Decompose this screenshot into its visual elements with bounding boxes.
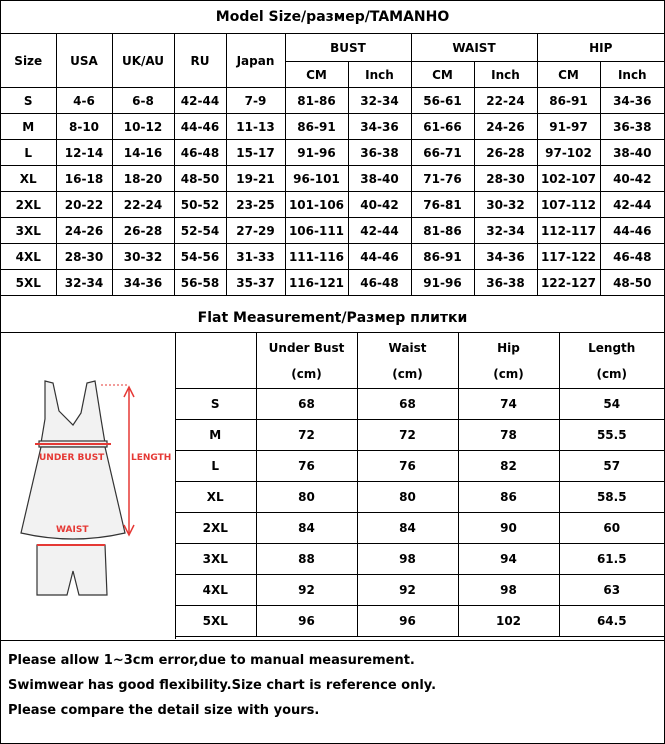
flat-header-label: Length xyxy=(588,340,636,355)
table-cell: 50-52 xyxy=(174,192,226,218)
table-cell: M xyxy=(1,114,56,140)
table-cell: 4XL xyxy=(1,244,56,270)
table-cell: 72 xyxy=(256,420,357,451)
table-cell: 44-46 xyxy=(348,244,411,270)
flat-header-label: Waist xyxy=(388,340,427,355)
table-cell: 34-36 xyxy=(348,114,411,140)
table-cell: 5XL xyxy=(1,270,56,296)
table-cell: 54-56 xyxy=(174,244,226,270)
note-compare: Please compare the detail size with yours. xyxy=(8,703,320,718)
length-label: LENGTH xyxy=(131,453,172,463)
table-row xyxy=(1,114,664,140)
table-cell: 42-44 xyxy=(600,192,664,218)
table-cell: 81-86 xyxy=(411,218,474,244)
table-cell: 112-117 xyxy=(537,218,600,244)
table-cell: S xyxy=(1,88,56,114)
flat-header-under-bust xyxy=(256,333,357,389)
table-cell: 36-38 xyxy=(600,114,664,140)
table-cell: 31-33 xyxy=(226,244,285,270)
table-cell: 56-58 xyxy=(174,270,226,296)
table-cell: 26-28 xyxy=(112,218,174,244)
table-cell: 74 xyxy=(458,389,559,420)
table-cell: L xyxy=(175,451,256,482)
table-cell: 26-28 xyxy=(474,140,537,166)
header-hip-cm: CM xyxy=(537,62,600,88)
table-cell: 48-50 xyxy=(174,166,226,192)
header-bust: BUST xyxy=(285,34,411,62)
table-cell: 76-81 xyxy=(411,192,474,218)
table-cell: XL xyxy=(1,166,56,192)
table-cell: 22-24 xyxy=(112,192,174,218)
flat-header-unit: (cm) xyxy=(596,366,628,381)
flat-header-label: Under Bust xyxy=(268,340,345,355)
table-row xyxy=(1,244,664,270)
table-cell: 30-32 xyxy=(112,244,174,270)
table-cell: 36-38 xyxy=(348,140,411,166)
swim-shorts-shape xyxy=(37,545,107,595)
header-waist-cm: CM xyxy=(411,62,474,88)
table-cell: 55.5 xyxy=(559,420,664,451)
table-cell: 97-102 xyxy=(537,140,600,166)
table-cell: 98 xyxy=(357,544,458,575)
header-size: Size xyxy=(1,34,56,88)
table-cell: 84 xyxy=(256,513,357,544)
table-cell: 32-34 xyxy=(474,218,537,244)
table-cell: 28-30 xyxy=(56,244,112,270)
header-uk-au: UK/AU xyxy=(112,34,174,88)
table-cell: 8-10 xyxy=(56,114,112,140)
table-cell: 61-66 xyxy=(411,114,474,140)
table-cell: 4XL xyxy=(175,575,256,606)
table-cell: 96 xyxy=(256,606,357,637)
waist-label: WAIST xyxy=(56,525,89,535)
table-cell: 36-38 xyxy=(474,270,537,296)
table-cell: 16-18 xyxy=(56,166,112,192)
table-cell: 4-6 xyxy=(56,88,112,114)
flat-header-unit: (cm) xyxy=(291,366,322,381)
header-waist: WAIST xyxy=(411,34,537,62)
table-cell: 80 xyxy=(357,482,458,513)
table-cell: 18-20 xyxy=(112,166,174,192)
header-ru: RU xyxy=(174,34,226,88)
table-cell: 44-46 xyxy=(600,218,664,244)
table-cell: 34-36 xyxy=(112,270,174,296)
table-cell: M xyxy=(175,420,256,451)
table-cell: 61.5 xyxy=(559,544,664,575)
flat-measurement-title: Flat Measurement/Размер плитки xyxy=(1,304,664,333)
table-cell: 40-42 xyxy=(600,166,664,192)
table-cell: 38-40 xyxy=(348,166,411,192)
table-row xyxy=(175,575,664,606)
table-cell: XL xyxy=(175,482,256,513)
table-cell: 122-127 xyxy=(537,270,600,296)
table-cell: 14-16 xyxy=(112,140,174,166)
header-hip: HIP xyxy=(537,34,664,62)
table-cell: 107-112 xyxy=(537,192,600,218)
table-cell: 96-101 xyxy=(285,166,348,192)
table-row xyxy=(175,482,664,513)
swimdress-top-shape xyxy=(41,381,105,443)
table-cell: 22-24 xyxy=(474,88,537,114)
notes-section xyxy=(1,640,664,728)
header-usa: USA xyxy=(56,34,112,88)
table-row xyxy=(1,192,664,218)
table-cell: 28-30 xyxy=(474,166,537,192)
table-cell: 63 xyxy=(559,575,664,606)
table-cell: 23-25 xyxy=(226,192,285,218)
table-cell: 76 xyxy=(357,451,458,482)
table-cell: 6-8 xyxy=(112,88,174,114)
model-size-rows xyxy=(1,88,664,296)
header-waist-inch: Inch xyxy=(474,62,537,88)
table-row xyxy=(175,513,664,544)
table-row xyxy=(1,218,664,244)
flat-header-label: Hip xyxy=(497,340,520,355)
table-cell: 91-96 xyxy=(411,270,474,296)
table-cell: 19-21 xyxy=(226,166,285,192)
flat-header-length xyxy=(559,333,664,389)
under-bust-label: UNDER BUST xyxy=(39,453,105,463)
table-cell: 102 xyxy=(458,606,559,637)
table-cell: 15-17 xyxy=(226,140,285,166)
table-cell: 68 xyxy=(357,389,458,420)
table-cell: 68 xyxy=(256,389,357,420)
table-cell: 3XL xyxy=(1,218,56,244)
table-cell: 106-111 xyxy=(285,218,348,244)
header-hip-inch: Inch xyxy=(600,62,664,88)
table-cell: 10-12 xyxy=(112,114,174,140)
table-cell: 34-36 xyxy=(474,244,537,270)
table-cell: 7-9 xyxy=(226,88,285,114)
table-cell: 86-91 xyxy=(285,114,348,140)
table-cell: 80 xyxy=(256,482,357,513)
table-cell: 32-34 xyxy=(56,270,112,296)
table-cell: 92 xyxy=(357,575,458,606)
table-cell: 35-37 xyxy=(226,270,285,296)
table-cell: 52-54 xyxy=(174,218,226,244)
table-cell: 11-13 xyxy=(226,114,285,140)
table-cell: 71-76 xyxy=(411,166,474,192)
model-size-table xyxy=(1,1,664,296)
table-cell: 60 xyxy=(559,513,664,544)
table-cell: 96 xyxy=(357,606,458,637)
table-cell: 92 xyxy=(256,575,357,606)
table-cell: 86 xyxy=(458,482,559,513)
flat-header-unit: (cm) xyxy=(493,366,524,381)
note-error: Please allow 1~3cm error,due to manual measurement. xyxy=(8,653,415,668)
table-cell: 117-122 xyxy=(537,244,600,270)
table-cell: 40-42 xyxy=(348,192,411,218)
flat-header-unit: (cm) xyxy=(392,366,423,381)
table-cell: 12-14 xyxy=(56,140,112,166)
model-size-title: Model Size/размер/TAMANHO xyxy=(1,1,664,34)
table-cell: 32-34 xyxy=(348,88,411,114)
table-row xyxy=(175,451,664,482)
table-row xyxy=(1,140,664,166)
header-bust-cm: CM xyxy=(285,62,348,88)
flat-measurement-rows xyxy=(175,389,664,637)
table-cell: 78 xyxy=(458,420,559,451)
table-cell: 81-86 xyxy=(285,88,348,114)
table-cell: 102-107 xyxy=(537,166,600,192)
table-cell: 91-97 xyxy=(537,114,600,140)
table-cell: 46-48 xyxy=(348,270,411,296)
table-cell: 72 xyxy=(357,420,458,451)
flat-measurement-table xyxy=(175,333,664,637)
table-cell: 48-50 xyxy=(600,270,664,296)
header-japan: Japan xyxy=(226,34,285,88)
table-cell: 46-48 xyxy=(600,244,664,270)
table-cell: 56-61 xyxy=(411,88,474,114)
table-cell: 24-26 xyxy=(56,218,112,244)
table-row xyxy=(175,606,664,637)
table-cell: 24-26 xyxy=(474,114,537,140)
table-cell: 76 xyxy=(256,451,357,482)
note-flexibility: Swimwear has good flexibility.Size chart is reference only. xyxy=(8,678,437,693)
table-cell: 94 xyxy=(458,544,559,575)
table-cell: 91-96 xyxy=(285,140,348,166)
table-cell: 20-22 xyxy=(56,192,112,218)
flat-header-size xyxy=(175,333,256,389)
table-cell: 5XL xyxy=(175,606,256,637)
table-cell: 57 xyxy=(559,451,664,482)
table-cell: 82 xyxy=(458,451,559,482)
table-row xyxy=(175,389,664,420)
table-row xyxy=(1,270,664,296)
table-cell: 46-48 xyxy=(174,140,226,166)
table-cell: 38-40 xyxy=(600,140,664,166)
table-cell: S xyxy=(175,389,256,420)
table-cell: 2XL xyxy=(175,513,256,544)
table-cell: 98 xyxy=(458,575,559,606)
table-cell: 116-121 xyxy=(285,270,348,296)
table-cell: 66-71 xyxy=(411,140,474,166)
flat-header-waist xyxy=(357,333,458,389)
header-bust-inch: Inch xyxy=(348,62,411,88)
table-cell: 42-44 xyxy=(174,88,226,114)
table-row xyxy=(1,88,664,114)
table-cell: 2XL xyxy=(1,192,56,218)
table-cell: 42-44 xyxy=(348,218,411,244)
table-row xyxy=(175,420,664,451)
table-cell: 54 xyxy=(559,389,664,420)
table-cell: 86-91 xyxy=(537,88,600,114)
table-cell: 44-46 xyxy=(174,114,226,140)
table-cell: 101-106 xyxy=(285,192,348,218)
table-cell: 64.5 xyxy=(559,606,664,637)
table-cell: 3XL xyxy=(175,544,256,575)
table-cell: 27-29 xyxy=(226,218,285,244)
table-cell: 90 xyxy=(458,513,559,544)
garment-figure xyxy=(1,333,176,639)
table-cell: 30-32 xyxy=(474,192,537,218)
table-cell: 86-91 xyxy=(411,244,474,270)
table-cell: 111-116 xyxy=(285,244,348,270)
table-row xyxy=(1,166,664,192)
table-row xyxy=(175,544,664,575)
flat-header-hip xyxy=(458,333,559,389)
table-cell: 84 xyxy=(357,513,458,544)
swimdress-diagram xyxy=(1,333,175,639)
table-cell: 34-36 xyxy=(600,88,664,114)
table-cell: L xyxy=(1,140,56,166)
table-cell: 88 xyxy=(256,544,357,575)
table-cell: 58.5 xyxy=(559,482,664,513)
